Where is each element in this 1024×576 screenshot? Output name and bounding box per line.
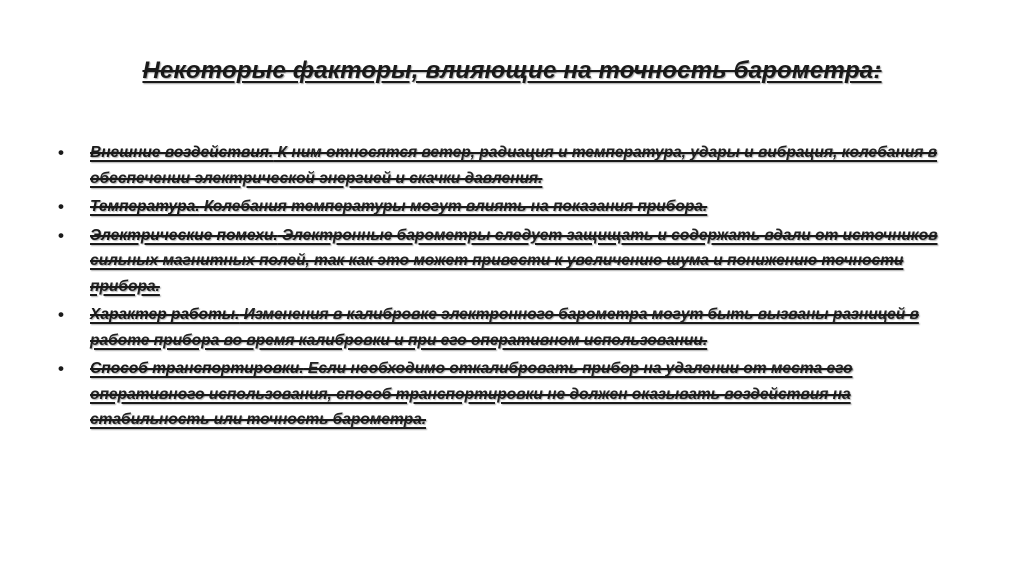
list-item-term: Электрические помехи. xyxy=(90,226,278,244)
bullet-icon: • xyxy=(58,197,64,216)
list-item xyxy=(58,302,958,353)
list-item-text xyxy=(90,198,707,215)
bullet-icon: • xyxy=(58,359,64,378)
list-item-term: Способ транспортировки. xyxy=(90,360,304,377)
list-item-description: Изменения в калибровке электронного барометра могут быть вызваны разницей в работе прибора во время калибровки и при его оперативном использовании. xyxy=(90,306,919,349)
list-item xyxy=(58,356,958,433)
list-item-text xyxy=(90,227,937,295)
factors-list xyxy=(58,140,958,436)
list-item-description: Электронные барометры следует защищать и содержать вдали от источников сильных магнитных полей, так как это может привести к увеличению шума и понижению точности прибора. xyxy=(90,226,938,295)
list-item-description: Если необходимо откалибровать прибор на удалении от места его оперативного использования, способ транспортировки не должен оказывать воздействия на стабильность или точность барометра. xyxy=(90,360,853,428)
list-item-text xyxy=(90,144,937,187)
list-item xyxy=(58,223,958,300)
list-item-term: Температура. xyxy=(90,198,200,215)
bullet-icon: • xyxy=(58,143,64,162)
bullet-icon: • xyxy=(58,305,64,324)
list-item-description: Колебания температуры могут влиять на показания прибора. xyxy=(199,198,708,215)
list-item-term: Характер работы. xyxy=(90,306,240,323)
list-item-text xyxy=(90,306,919,349)
slide-title: Некоторые факторы, влияющие на точность барометра: xyxy=(142,57,882,84)
list-item xyxy=(58,140,958,191)
list-item-text xyxy=(90,360,852,428)
list-item-term: Внешние воздействия. xyxy=(90,144,274,161)
bullet-icon: • xyxy=(58,225,64,245)
list-item-description: К ним относятся ветер, радиация и температура, удары и вибрация, колебания в обеспечении электрической энергией и скачки давления. xyxy=(90,144,938,187)
list-item xyxy=(58,194,958,220)
